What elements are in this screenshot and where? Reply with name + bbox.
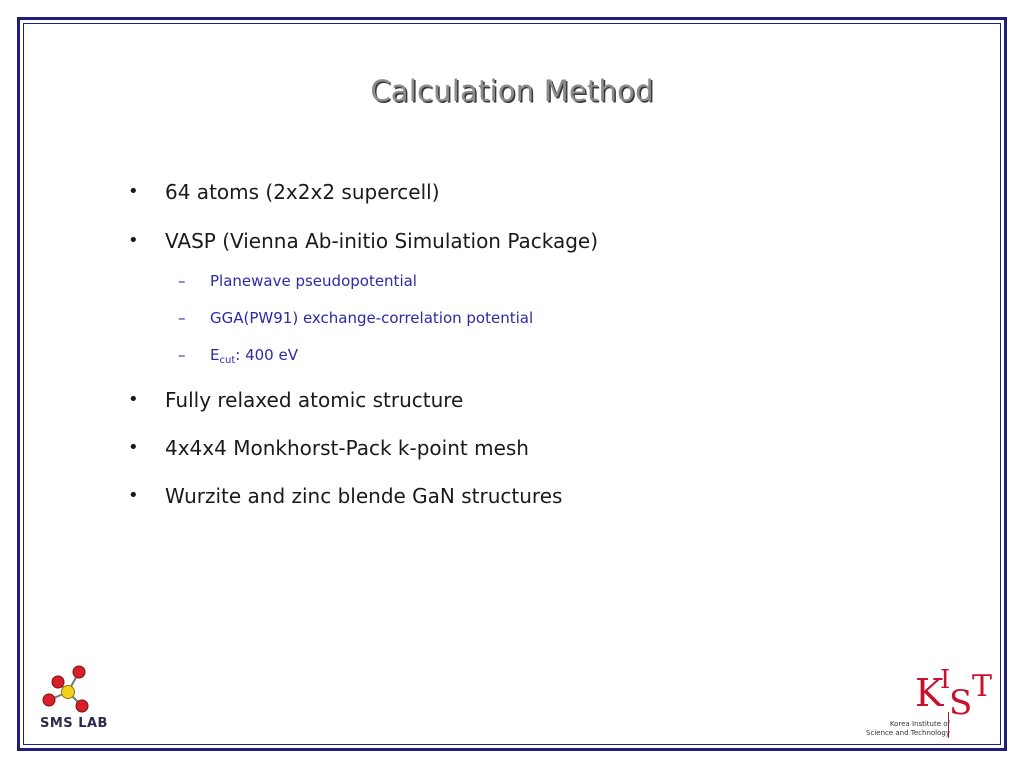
- sub-bullet-text: GGA(PW91) exchange-correlation potential: [210, 309, 534, 327]
- sub-bullet-mark: –: [178, 346, 186, 364]
- bullet-item: [128, 180, 948, 204]
- bullet-text: VASP (Vienna Ab-initio Simulation Package): [165, 229, 599, 253]
- bullet-text: 64 atoms (2x2x2 supercell): [165, 180, 440, 204]
- bullet-mark: •: [128, 230, 139, 251]
- bullet-mark: •: [128, 485, 139, 506]
- bullet-list: [128, 180, 948, 508]
- bullet-item: [128, 484, 948, 508]
- kist-caption: [838, 720, 950, 738]
- bullet-mark: •: [128, 181, 139, 202]
- ecut-subscript: cut: [219, 355, 236, 366]
- sub-bullet-mark: –: [178, 309, 186, 327]
- kist-logo: [915, 664, 997, 722]
- kist-letter-i: I: [940, 665, 951, 695]
- ecut-symbol: E: [210, 346, 220, 364]
- sub-bullet-item: [128, 271, 948, 291]
- sub-bullet-item: [128, 345, 948, 365]
- bullet-item: [128, 388, 948, 412]
- kist-letter-s: S: [949, 683, 973, 722]
- sub-bullet-text: : 400 eV: [235, 346, 298, 364]
- kist-letter-k: K: [915, 671, 944, 715]
- sub-bullet-item: [128, 308, 948, 328]
- sub-bullet-text: Planewave pseudopotential: [210, 272, 417, 290]
- kist-caption-line1: Korea Institute of: [889, 720, 950, 728]
- bullet-item: [128, 436, 948, 460]
- sms-lab-label: SMS LAB: [40, 716, 108, 731]
- kist-letter-t: T: [972, 669, 993, 704]
- bullet-text: Fully relaxed atomic structure: [165, 388, 464, 412]
- bullet-mark: •: [128, 437, 139, 458]
- bullet-item: [128, 229, 948, 253]
- bullet-text: 4x4x4 Monkhorst-Pack k-point mesh: [165, 436, 529, 460]
- sub-bullet-mark: –: [178, 272, 186, 290]
- kist-caption-line2: Science and Technology: [866, 729, 950, 737]
- bullet-text: Wurzite and zinc blende GaN structures: [165, 484, 563, 508]
- slide-title: Calculation Method: [370, 74, 654, 108]
- bullet-mark: •: [128, 389, 139, 410]
